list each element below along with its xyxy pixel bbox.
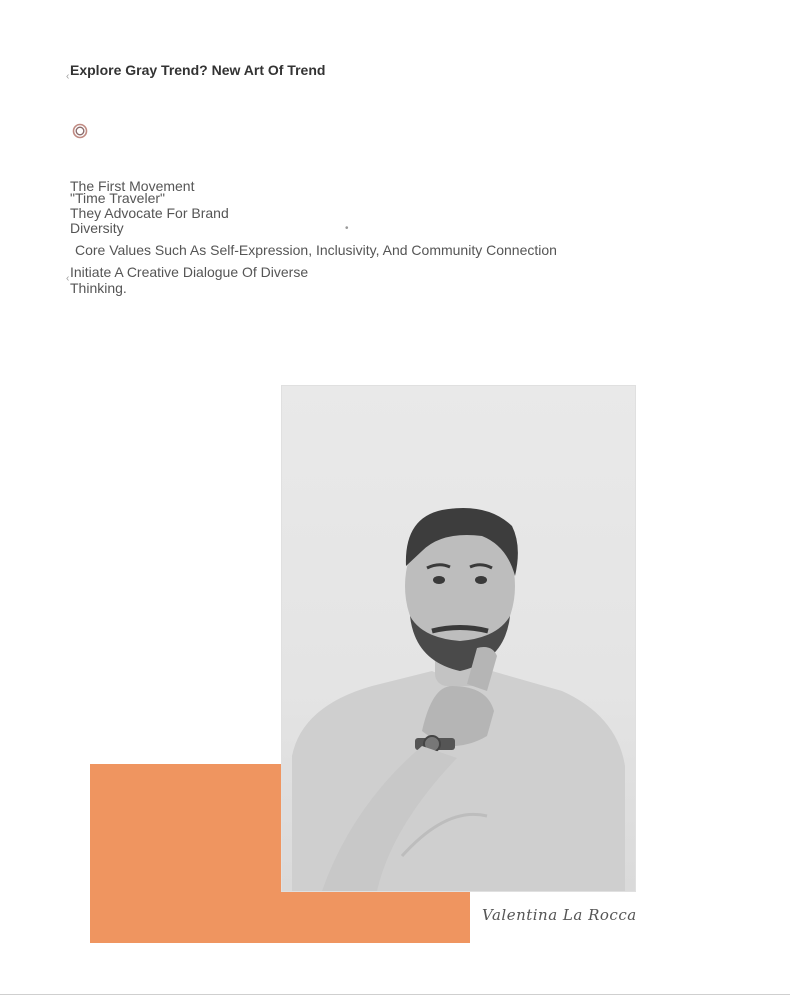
page-title: Explore Gray Trend? New Art Of Trend [70,62,326,78]
intro-line: Initiate A Creative Dialogue Of Diverse [70,264,309,280]
margin-mark: ‹ [66,71,70,82]
margin-mark: • [345,223,349,234]
intro-line: Diversity [70,220,124,236]
intro-line: Thinking. [70,280,127,296]
portrait-photo [281,385,636,892]
intro-line: Core Values Such As Self-Expression, Inclusivity, And Community Connection [75,242,557,258]
intro-line: The First Movement [70,178,195,194]
ring-icon [72,123,88,139]
divider [0,994,790,995]
portrait-illustration [282,386,635,891]
margin-mark: ‹ [66,273,70,284]
intro-line: "Time Traveler" [70,190,165,206]
signature: Valentina La Rocca [482,906,637,924]
intro-line: They Advocate For Brand [70,205,229,221]
